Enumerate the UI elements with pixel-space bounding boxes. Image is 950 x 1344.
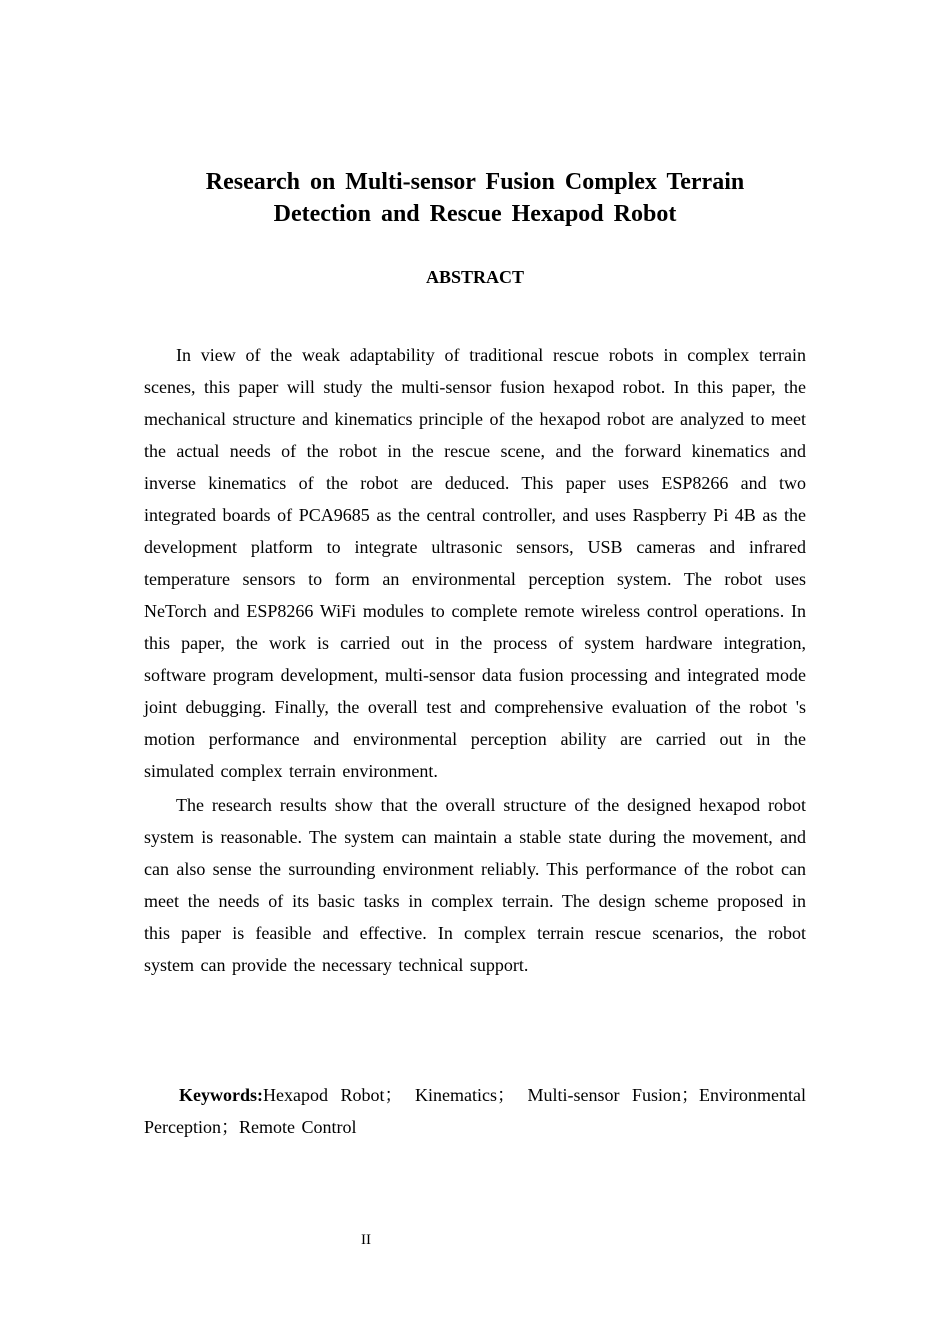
paper-title — [144, 166, 806, 230]
abstract-paragraph-2: The research results show that the overall structure of the designed hexapod robot system is reasonable. The system can maintain a stable state during the movement, and can also sense the surrounding environment reliably. This performance of the robot can meet the needs of its basic tasks in complex terrain. The design scheme proposed in this paper is feasible and effective. In complex terrain rescue scenarios, the robot system can provide the necessary technical support. — [144, 795, 806, 975]
page-number: II — [361, 1232, 371, 1248]
keywords-text: Hexapod Robot； Kinematics； Multi-sensor Fusion；Environmental Perception；Remote Control — [144, 1085, 806, 1137]
keywords-line — [144, 1079, 806, 1143]
abstract-body — [144, 339, 806, 981]
abstract-paragraph-1: In view of the weak adaptability of traditional rescue robots in complex terrain scenes, this paper will study the multi-sensor fusion hexapod robot. In this paper, the mechanical structure and kinematics principle of the hexapod robot are analyzed to meet the actual needs of the robot in the rescue scene, and the forward kinematics and inverse kinematics of the robot are deduced. This paper uses ESP8266 and two integrated boards of PCA9685 as the central controller, and uses Raspberry Pi 4B as the development platform to integrate ultrasonic sensors, USB cameras and infrared temperature sensors to form an environmental perception system. The robot uses NeTorch and ESP8266 WiFi modules to complete remote wireless control operations. In this paper, the work is carried out in the process of system hardware integration, software program development, multi-sensor data fusion processing and integrated mode joint debugging. Finally, the overall test and comprehensive evaluation of the robot 's motion performance and environmental perception ability are carried out in the simulated complex terrain environment. — [144, 345, 806, 781]
paper-title-line-2: Detection and Rescue Hexapod Robot — [273, 201, 677, 227]
keywords-label: Keywords: — [179, 1085, 263, 1105]
abstract-heading: ABSTRACT — [425, 267, 525, 287]
paper-title-line-1: Research on Multi-sensor Fusion Complex Terrain — [205, 169, 745, 195]
